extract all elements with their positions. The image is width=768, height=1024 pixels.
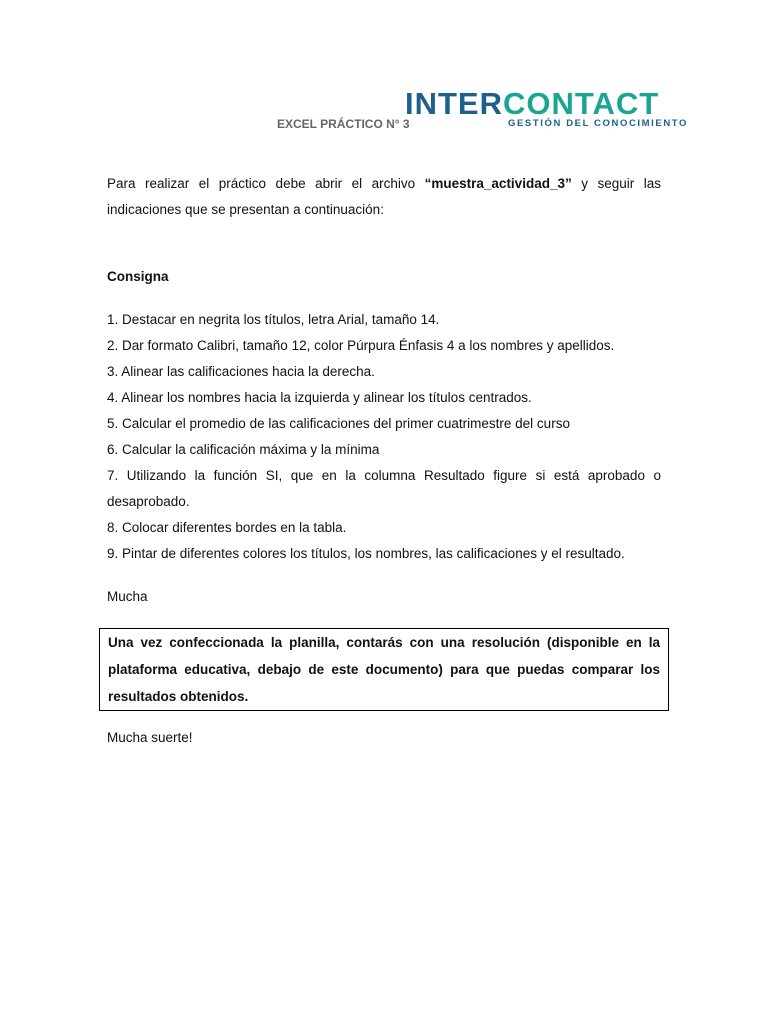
logo-text-contact: CONTACT	[503, 86, 660, 121]
mucha-text: Mucha	[107, 589, 148, 604]
intro-text: Para realizar el práctico debe abrir el archivo	[107, 176, 425, 191]
document-title: EXCEL PRÁCTICO N° 3	[277, 117, 410, 131]
list-item: 2. Dar formato Calibri, tamaño 12, color Púrpura Énfasis 4 a los nombres y apellidos.	[107, 338, 615, 353]
closing-text: Mucha suerte!	[107, 730, 193, 745]
instruction-list	[107, 307, 661, 567]
file-name: “muestra_actividad_3”	[424, 176, 572, 191]
logo-text-inter: INTER	[405, 86, 503, 121]
list-item: 9. Pintar de diferentes colores los títulos, los nombres, las calificaciones y el resultado.	[107, 546, 625, 561]
note-box: Una vez confeccionada la planilla, contarás con una resolución (disponible en la plataforma educativa, debajo de este documento) para que puedas comparar los resultados obtenidos.	[99, 628, 669, 711]
list-item: 6. Calcular la calificación máxima y la mínima	[107, 442, 380, 457]
list-item: 3. Alinear las calificaciones hacia la derecha.	[107, 364, 375, 379]
list-item: 8. Colocar diferentes bordes en la tabla.	[107, 520, 347, 535]
intro-paragraph	[107, 171, 661, 223]
list-item: 7. Utilizando la función SI, que en la columna Resultado figure si está aprobado o desaprobado.	[107, 468, 661, 509]
intro-text-end: y seguir las indicaciones que se presentan a continuación:	[107, 176, 661, 217]
list-item: 5. Calcular el promedio de las calificaciones del primer cuatrimestre del curso	[107, 416, 570, 431]
list-item: 1. Destacar en negrita los títulos, letra Arial, tamaño 14.	[107, 312, 440, 327]
intercontact-logo	[405, 86, 689, 129]
logo-tagline: GESTIÓN DEL CONOCIMIENTO	[508, 118, 689, 129]
list-item: 4. Alinear los nombres hacia la izquierda y alinear los títulos centrados.	[107, 390, 532, 405]
consigna-heading: Consigna	[107, 269, 169, 284]
